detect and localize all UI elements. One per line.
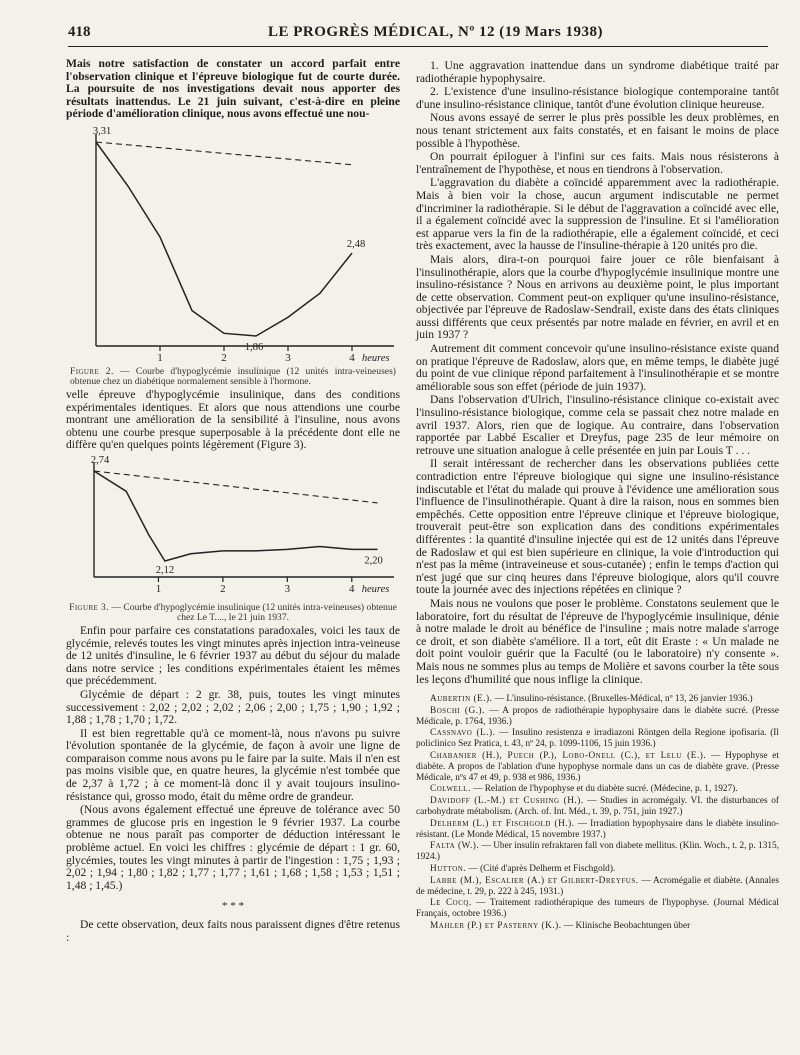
x-unit-label: heures — [362, 352, 390, 364]
reference-author: Colwell. — [430, 784, 471, 795]
right-column — [416, 60, 779, 933]
paragraph: Mais nous ne voulons que poser le problème. Constatons seulement que le laboratoire, fort du résultat de l'épreuve de l'hypoglycémie insulinique, dénie à notre malade le droit au bénéfice de l'insuline ; mais notre malade s'arroge ce droit, et son diabète s'améliore. Il a tort, eût dit Eraste : « Un malade ne doit point vouloir guérir que la Faculté (ou le laboratoire) n'y consente ». Mais nous ne sommes plus au temps de Molière et savons courber la tête sous les leçons d'humilité que nous inflige la clinique. — [416, 596, 779, 686]
reference-text: — Uber insulin refraktaren fall von diabete mellitus. (Klin. Woch., t. 2, p. 1315, 1924.) — [416, 841, 779, 863]
paragraph: De cette observation, deux faits nous paraissent dignes d'être retenus : — [66, 918, 400, 944]
reference-text: — Insulino resistenza e irradiazoni Röntgen della Regione ipofisaria. (Il policlinico Sez Pratica, t. 43, nº 24, p. 1099-1106, 15 juin 1936.) — [416, 728, 779, 750]
x-tick-label: 3 — [285, 351, 291, 364]
x-tick-label: 4 — [349, 351, 355, 364]
figure-2-label: Figure 2. — [70, 365, 114, 377]
paragraph: velle épreuve d'hypoglycémie insulinique, dans des conditions expérimentales identiques. Et alors que nous attendions une courbe montrant une amélioration de la sensibilité à l'insuline, nous avons obtenu une courbe presque superposable à la précédente dont elle ne diffère qu'en quelques points légèrement (Figure 3). — [66, 387, 400, 452]
paragraph: Nous avons essayé de serrer le plus près possible les deux problèmes, en nous tenant strictement aux faits constatés, et en faisant le moins de place possible à l'hypothèse. — [416, 111, 779, 150]
reference-author: Mahler (P.) et Pasterny (K.). — [430, 921, 562, 932]
point-label: 2,74 — [90, 454, 110, 466]
reference-text: — L'insulino-résistance. (Bruxelles-Médical, nº 13, 26 janvier 1936.) — [492, 694, 753, 705]
glycemia-curve — [94, 471, 378, 561]
reference-item — [416, 728, 779, 750]
paragraph: 1. Une aggravation inattendue dans un syndrome diabétique traité par radiothérapie hypophysaire. — [416, 59, 779, 85]
reference-text: — Klinische Beobachtungen über — [561, 921, 691, 932]
reference-text: — A propos de radiothérapie hypophysaire dans le diabète sucré. (Presse Médicale, p. 1764, 1936.) — [416, 705, 779, 727]
reference-author: Hutton. — [430, 864, 467, 875]
reference-author: Falta (W.). — [430, 841, 480, 852]
paragraph: (Nous avons également effectué une épreuve de tolérance avec 50 grammes de glucose pris en ingestion le 9 février 1937. La courbe obtenue ne nous paraît pas comporter de déduction intéressant le problème actuel. En voici les chiffres : glycémie de départ : 1 gr. 60, glycémies, toutes les vingt minutes à partir de l'ingestion : 1,75 ; 1,93 ; 2,02 ; 1,94 ; 1,80 ; 1,82 ; 1,77 ; 1,77 ; 1,61 ; 1,68 ; 1,58 ; 1,53 ; 1,51 ; 1,48 ; 1,45.) — [66, 803, 400, 892]
figure-2-chart — [66, 122, 400, 367]
section-separator: * * * — [222, 900, 244, 913]
reference-item — [416, 841, 779, 863]
reference-text: — Traitement radiothérapique des tumeurs de l'hypophyse. (Journal Médical Français, octobre 1936.) — [416, 898, 779, 920]
reference-author: Le Cocq. — [430, 898, 472, 909]
reference-author: Davidoff (L.-M.) et Cushing (H.). — [430, 796, 584, 807]
reference-curve — [96, 142, 352, 165]
reference-author: Chabanier (H.), Puech (P.), Lobo-Onell (C.), et Lelu (E.). — [430, 751, 707, 762]
point-label: 1,86 — [244, 341, 264, 353]
reference-author: Aubertin (E.). — [430, 694, 493, 705]
x-tick-label: 2 — [221, 351, 227, 364]
paragraph: Glycémie de départ : 2 gr. 38, puis, toutes les vingt minutes successivement : 2,02 ; 2,02 ; 2,02 ; 2,06 ; 2,00 ; 1,75 ; 1,90 ; 1,92 ; 1,88 ; 1,78 ; 1,70 ; 1,72. — [66, 687, 400, 727]
x-tick-label: 2 — [220, 582, 226, 595]
figure-3-caption — [66, 603, 400, 624]
reference-item — [416, 864, 779, 875]
paragraph: L'aggravation du diabète a coïncidé apparemment avec la radiothérapie. Mais à bien voir la chose, aucun argument indiscutable ne permet d'incriminer la radiothérapie. Si le début de l'aggravation a coïncidé avec elle, il a également coïncidé avec la suppression de l'insuline. Et si l'amélioration est apparue vers la fin de la radiothérapie, elle a également coïncidé, et ceci très exactement, avec la hausse de l'insuline-thérapie à 120 unités pro die. — [416, 176, 779, 253]
point-label: 2,12 — [155, 564, 175, 576]
paragraph: Enfin pour parfaire ces constatations paradoxales, voici les taux de glycémie, relevés toutes les vingt minutes après injection intra-veineuse de 12 unités d'insuline, le 6 février 1937 au début du séjour du malade dans notre service ; les conditions expérimentales étaient les mêmes que précédemment. — [66, 623, 400, 688]
figure-2 — [66, 122, 400, 367]
reference-item — [416, 921, 779, 932]
reference-author: Cassnavo (L.). — [430, 728, 496, 739]
paragraph: Autrement dit comment concevoir qu'une insulino-résistance existe quand on pratique l'épreuve de Radoslaw, alors que, en même temps, le diabète jugé du point de vue clinique répond parfaitement à l'insulinothérapie et se montre améliorable sous son effet (période de juin 1937). — [416, 342, 779, 393]
paragraph: On pourrait épiloguer à l'infini sur ces faits. Mais nous résisterons à l'entraînement de l'hypothèse, et nous en tiendrons à l'observation. — [416, 150, 779, 176]
figure-2-caption — [66, 367, 400, 388]
point-label: 2,20 — [364, 555, 383, 567]
reference-item — [416, 751, 779, 783]
paragraph: 2. L'existence d'une insulino-résistance biologique contemporaine tantôt d'une insulino-résistance clinique, tantôt d'une évolution clinique heureuse. — [416, 85, 779, 111]
reference-curve — [94, 471, 378, 503]
point-label: 3,31 — [92, 125, 112, 137]
paragraph: Il est bien regrettable qu'à ce moment-là, nous n'avons pu suivre l'évolution spontanée de la glycémie, de façon à avoir une ligne de comparaison comme nous avons pu le faire par la suite. Mais il n'en est pas moins visible que, en quatre heures, la glycémie n'est tombée que de 2,37 à 1,72 ; à ce moment-là donc il y avait toujours insulino-résistance qui, grosso modo, était du même ordre de grandeur. — [66, 726, 400, 803]
x-tick-label: 1 — [155, 582, 162, 595]
reference-text: — (Cité d'après Delherm et Fischgold). — [466, 864, 616, 875]
x-tick-label: 3 — [284, 582, 291, 595]
figure-3-chart — [66, 453, 400, 603]
reference-text: — Acromégalie et diabète. (Annales de médecine, t. 29, p. 222 à 245, 1931.) — [416, 875, 779, 897]
x-tick-label: 4 — [349, 582, 355, 595]
figure-2-caption-text: — Courbe d'hypoglycémie insulinique (12 unités intra-veineuses) obtenue chez un diabétique normalement sensible à l'hormone. — [70, 365, 396, 388]
reference-item — [416, 898, 779, 920]
glycemia-curve — [96, 142, 352, 336]
journal-title: LE PROGRÈS MÉDICAL, Nº 12 (19 Mars 1938) — [268, 24, 603, 40]
references-list — [416, 694, 779, 932]
reference-item — [416, 819, 779, 841]
reference-text: — Relation de l'hypophyse et du diabète sucré. (Médecine, p. 1, 1927). — [470, 784, 738, 795]
figure-3-label: Figure 3. — [69, 601, 110, 613]
reference-item — [416, 876, 779, 898]
reference-item — [416, 796, 779, 818]
reference-text: — Studies in acromégaly. VI. the disturbances of carbohydrate métabolism. (Arch. of. Int. Méd., t. 39, p. 751, juin 1927.) — [416, 796, 779, 818]
figure-3-caption-text: — Courbe d'hypoglycémie insulinique (12 unités intra-veineuses) obtenue chez Le T...., le 21 juin 1937. — [109, 601, 397, 624]
paragraph: Dans l'observation d'Ulrich, l'insulino-résistance clinique co-existait avec l'insulino-résistance biologique, comme cela se passait chez notre malade en avril 1937. Alors, rien que de logique. Au contraire, dans l'observation rapportée par Labbé Escalier et Dreyfus, page 235 de leur mémoire on retrouve une situation analogue à celle présentée en juin par Louis T . . . — [416, 393, 779, 457]
paragraph: Mais alors, dira-t-on pourquoi faire jouer ce rôle bienfaisant à l'insulinothérapie, alors que la courbe d'hypoglycémie insulinique montre une insulino-résistance ? Nous en arrivons au deuxième point, le plus important de cette observation. Comment peut-on expliquer qu'une insulino-résistance, objectivée par l'épreuve de Radoslaw-Sendrail, existe dans des états cliniques aussi différents que ceux présentés par notre malade en février, en avril et en juin 1937 ? — [416, 252, 779, 342]
reference-item — [416, 706, 779, 728]
page-number: 418 — [68, 24, 91, 40]
left-column — [66, 58, 400, 945]
reference-author: Delherm (L.) et Fischgold (H.). — [430, 818, 575, 829]
reference-author: Labbe (M.), Escalier (A.) et Gilbert-Dreyfus. — [430, 875, 639, 886]
point-label: 2,48 — [346, 239, 366, 251]
x-unit-label: heures — [361, 583, 390, 595]
reference-text: — Irradiation hypophysaire dans le diabète insulino-résistant. (Le Monde Médical, 15 novembre 1937.) — [416, 818, 779, 840]
page-header — [68, 20, 768, 47]
figure-3 — [66, 453, 400, 603]
reference-item — [416, 784, 779, 795]
paragraph: Mais notre satisfaction de constater un accord parfait entre l'observation clinique et l'épreuve biologique fut de courte durée. La poursuite de nos investigations devait nous apporter des résultats inattendus. Le 21 juin suivant, c'est-à-dire en pleine période d'amélioration clinique, nous avons effectué une nou- — [66, 57, 400, 121]
reference-text: — Hypophyse et diabète. A propos de l'ablation d'une hypophyse normale dans un cas de diabète grave. (Presse Médicale, nºs 47 et 49, p. 938 et 986, 1936.) — [416, 751, 780, 783]
reference-author: Boschi (G.). — [430, 705, 485, 716]
x-tick-label: 1 — [157, 351, 163, 364]
reference-item — [416, 694, 779, 705]
paragraph: Il serait intéressant de rechercher dans les observations publiées cette contradiction entre l'épreuve biologique qui signe une insulino-résistance indiscutable et l'état du malade qui prouve à l'évidence une amélioration sous l'influence de l'insulinothérapie. Quant à dire la raison, nous en sommes bien empêchés. Cette opposition entre l'épreuve clinique et l'épreuve biologique, trouverait peut-être son explication dans des conditions expérimentales différentes : la quantité d'insuline injectée qui est de 12 unités dans l'épreuve de Radoslaw et qui est bien supérieure en clinique, la voie d'introduction qui n'est pas la même (intraveineuse et sous-cutanée) ; enfin le temps d'action qui n'est jugé que sur cinq heures dans l'épreuve biologique, alors qu'il couvre toute la journée avec des injections répétées en clinique ? — [416, 457, 779, 597]
